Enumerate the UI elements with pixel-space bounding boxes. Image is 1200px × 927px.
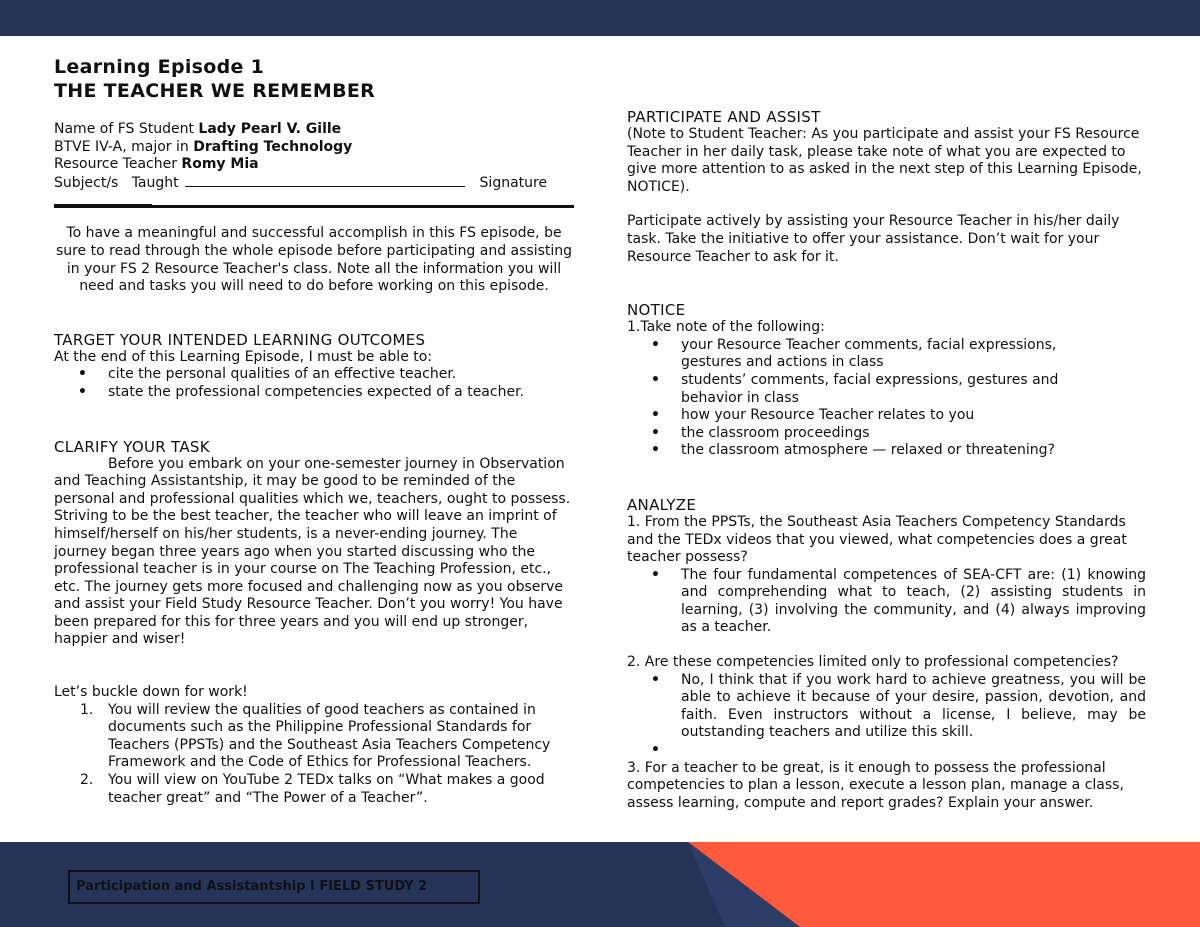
- notice-lead: 1.Take note of the following:: [627, 319, 825, 336]
- major: Drafting Technology: [193, 138, 353, 155]
- major-line: [54, 139, 574, 157]
- outcomes-list: [54, 366, 574, 401]
- notice-list: [627, 337, 1146, 460]
- signature-blank: [54, 192, 152, 205]
- resource-label: Resource Teacher: [54, 156, 182, 173]
- list-item: [54, 702, 574, 772]
- episode-title: THE TEACHER WE REMEMBER: [54, 80, 376, 102]
- step-number: 1.: [80, 701, 94, 718]
- steps-list: [54, 702, 574, 808]
- step-number: 2.: [80, 772, 94, 789]
- right-column: [627, 108, 1146, 812]
- top-banner: [0, 0, 1200, 36]
- clarify-heading: CLARIFY YOUR TASK: [54, 437, 210, 456]
- participate-heading: PARTICIPATE AND ASSIST: [627, 108, 821, 126]
- signature-label: Signature: [479, 174, 548, 191]
- answer-2-list: [627, 672, 1146, 760]
- list-item: • how your Resource Teacher relates to you: [627, 407, 1096, 425]
- step-text: You will review the qualities of good teachers as contained in documents such as the Philippine Professional Standards for Teachers (PPSTs) and the Southeast Asia Teachers Competency Framework and the Code of Ethics for Professional Teachers.: [108, 701, 551, 771]
- list-item: • students’ comments, facial expressions, gestures and behavior in class: [627, 372, 1096, 407]
- student-name-label: Name of FS Student: [54, 121, 199, 137]
- student-name-line: [54, 121, 574, 139]
- list-item: • No, I think that if you work hard to achieve greatness, you will be able to achieve it because of your desire, passion, devotion, and faith. Even instructors without a license, I believe, may be outstanding teachers and utilize this skill.: [627, 672, 1146, 742]
- step-text: You will view on YouTube 2 TEDx talks on “What makes a good teacher great” and “The Power of a Teacher”.: [108, 772, 545, 806]
- list-item: • your Resource Teacher comments, facial expressions, gestures and actions in class: [627, 337, 1096, 372]
- resource-line: [54, 156, 574, 174]
- list-item: • cite the personal qualities of an effective teacher.: [54, 366, 574, 384]
- list-item: • The four fundamental competences of SEA-CFT are: (1) knowing and comprehending what to teach, (2) assisting students in learning, (3) involving the community, and (4) always improving as a teacher.: [627, 567, 1146, 637]
- list-item: [54, 772, 574, 807]
- list-item: [627, 742, 1146, 760]
- subjects-label: Subject/s Taught: [54, 174, 179, 191]
- outcomes-lead: At the end of this Learning Episode, I must be able to:: [54, 348, 433, 365]
- participate-note: (Note to Student Teacher: As you participate and assist your FS Resource Teacher in her daily task, please take note of what you are expected to give more attention to as asked in the next step of this Learning Episode, NOTICE).: [627, 126, 1142, 195]
- resource-teacher: Romy Mia: [181, 156, 259, 173]
- subjects-blank: [185, 174, 465, 187]
- analyze-heading: ANALYZE: [627, 495, 697, 514]
- analyze-question-1: 1. From the PPSTs, the Southeast Asia Teachers Competency Standards and the TEDx videos that you viewed, what competencies does a great teacher possess?: [627, 513, 1127, 566]
- major-label: BTVE IV-A, major in: [54, 138, 194, 155]
- clarify-body: Before you embark on your one-semester journey in Observation and Teaching Assistantship, it may be good to be reminded of the personal and professional qualities which we, teachers, ought to possess. Striving to be the best teacher, the teacher who will leave an imprint of himself/herself on his/her students, is a never-ending journey. The journey began three years ago when you started discussing who the professional teacher is in your course on The Teaching Profession, etc., etc. The journey gets more focused and challenging now as you observe and assist your Field Study Resource Teacher. Don’t you worry! You have been prepared for this for three years and you will end up stronger, happier and wiser!: [54, 455, 571, 648]
- subjects-line: [54, 174, 574, 193]
- list-item: • state the professional competencies expected of a teacher.: [54, 384, 574, 402]
- outcomes-heading: TARGET YOUR INTENDED LEARNING OUTCOMES: [54, 330, 426, 349]
- buckle-line: Let’s buckle down for work!: [54, 684, 248, 701]
- participate-body: Participate actively by assisting your Resource Teacher in his/her daily task. Take the initiative to offer your assistance. Don’t wait for your Resource Teacher to ask for it.: [627, 213, 1120, 265]
- left-column: [54, 55, 574, 807]
- analyze-question-3: 3. For a teacher to be great, is it enough to possess the professional competencies to plan a lesson, execute a lesson plan, manage a class, assess learning, compute and report grades? Explain your answer.: [627, 759, 1124, 811]
- footer-label: Participation and Assistantship I FIELD STUDY 2: [68, 870, 480, 904]
- intro-paragraph: To have a meaningful and successful accomplish in this FS episode, be sure to read through the whole episode before participating and assisting in your FS 2 Resource Teacher's class. Note all the information you will need and tasks you will need to do before working on this episode.: [55, 225, 573, 295]
- notice-heading: NOTICE: [627, 301, 686, 320]
- student-name: Lady Pearl V. Gille: [198, 121, 342, 137]
- list-item: • the classroom atmosphere — relaxed or threatening?: [627, 442, 1096, 460]
- analyze-question-2: 2. Are these competencies limited only to professional competencies?: [627, 654, 1119, 671]
- answer-1-list: [627, 567, 1146, 637]
- list-item: • the classroom proceedings: [627, 425, 1096, 443]
- episode-label: Learning Episode 1: [54, 56, 265, 78]
